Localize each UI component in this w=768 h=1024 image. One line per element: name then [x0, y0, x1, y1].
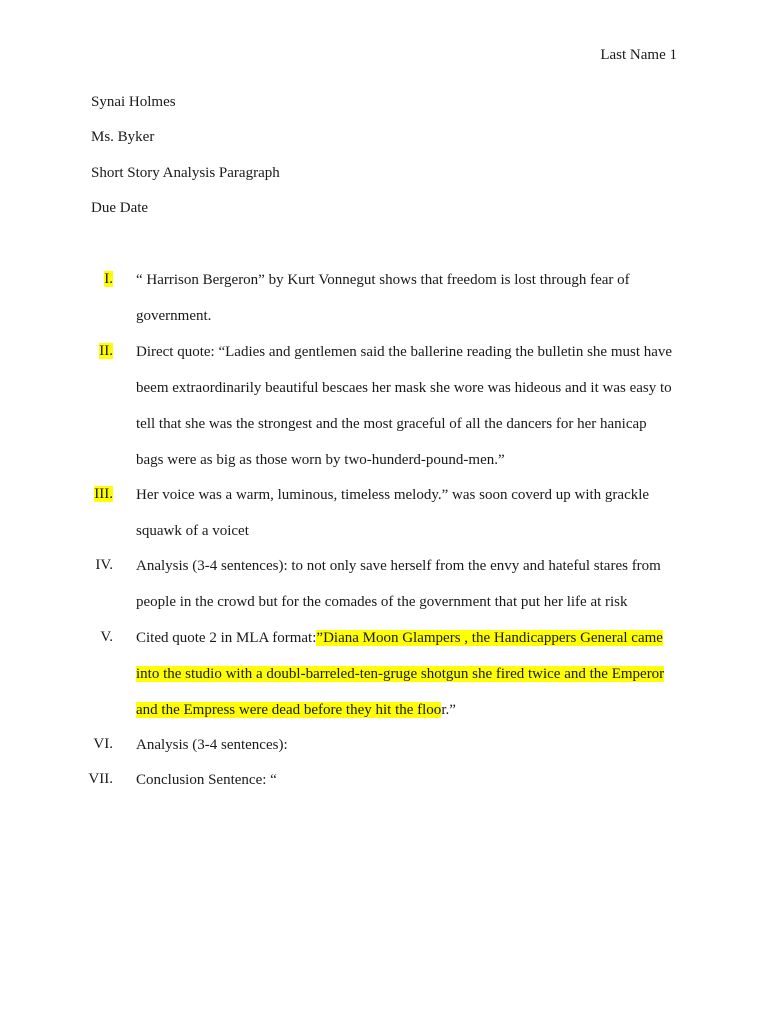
outline-number: VI. — [93, 736, 113, 752]
outline-text: Analysis (3-4 sentences): to not only save herself from the envy and hateful stares from people in the crowd but for the comades of the government that put her life at risk — [136, 558, 661, 610]
student-name: Synai Holmes — [91, 94, 176, 110]
assignment-title: Short Story Analysis Paragraph — [91, 165, 280, 181]
outline-number: VII. — [88, 771, 113, 787]
teacher-name: Ms. Byker — [91, 129, 155, 145]
due-date: Due Date — [91, 200, 149, 216]
outline-number: V. — [100, 629, 113, 645]
outline-number: I. — [104, 271, 113, 287]
outline-text: Direct quote: “Ladies and gentlemen said the ballerine reading the bulletin she must have beem extraordinarily beautiful bescaes her mask she wore was hideous and it was easy to tell that she was the strongest and the most graceful of all the dancers for her hanicap bags were as big as those worn by two-hunderd-pound-men.” — [136, 344, 673, 468]
outline-number: III. — [94, 486, 113, 502]
outline-number: IV. — [95, 557, 113, 573]
quote-end: r.” — [441, 702, 456, 718]
outline-text: Conclusion Sentence: “ — [136, 772, 277, 788]
quote-label: Cited quote 2 in MLA format: — [136, 630, 317, 646]
page-header: Last Name 1 — [600, 47, 677, 63]
highlighted-quote: ”Diana Moon Glampers , the Handicappers General came into the studio with a doubl-barreled-ten-gruge shotgun she fired twice and the Emperor and the Empress were dead before they hit the floo — [136, 630, 665, 718]
outline-text: Her voice was a warm, luminous, timeless melody.” was soon coverd up with grackle squawk of a voicet — [136, 487, 650, 539]
outline-text: “ Harrison Bergeron” by Kurt Vonnegut shows that freedom is lost through fear of government. — [136, 272, 630, 324]
outline-text: Analysis (3-4 sentences): — [136, 737, 288, 753]
outline-text — [136, 620, 676, 728]
outline-number: II. — [99, 343, 113, 359]
